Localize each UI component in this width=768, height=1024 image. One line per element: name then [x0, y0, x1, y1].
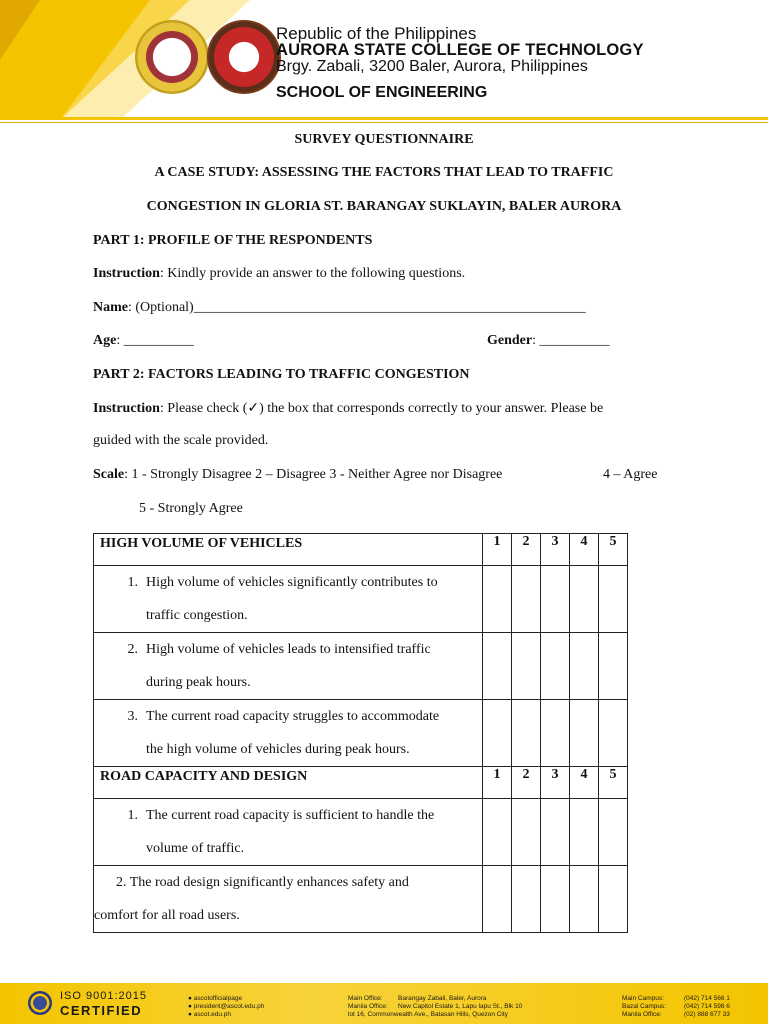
answer-box-2[interactable]: [512, 700, 541, 767]
answer-box-4[interactable]: [570, 700, 599, 767]
section-header-row: [94, 767, 628, 799]
bazal-campus-label: Bazal Campus:: [622, 1003, 667, 1010]
scale-col-2: 2: [512, 767, 541, 799]
answer-box-3[interactable]: [541, 700, 570, 767]
name-field[interactable]: [93, 300, 586, 316]
manila-office-label: Manila Office:: [348, 1003, 388, 1010]
scale-col-3: 3: [541, 767, 570, 799]
age-label: Age: [93, 333, 117, 348]
footer-bar: [0, 983, 768, 1024]
section-title-road-capacity: ROAD CAPACITY AND DESIGN: [94, 767, 483, 799]
scale-line: [93, 467, 502, 483]
main-campus-phone: (042) 714 566 1: [684, 995, 730, 1002]
email-icon: ●: [188, 1003, 192, 1010]
iso-label: ISO 9001:2015: [60, 990, 148, 1002]
question-number: 1.: [127, 808, 138, 823]
scale-label: Scale: [93, 467, 125, 482]
question-line1: High volume of vehicles significantly contributes to: [146, 575, 438, 590]
answer-box-1[interactable]: [483, 566, 512, 633]
answer-box-1[interactable]: [483, 799, 512, 866]
section-title-high-volume: HIGH VOLUME OF VEHICLES: [94, 534, 483, 566]
question-line2: during peak hours.: [146, 675, 251, 690]
header-rule: [0, 117, 768, 120]
question-line1: The current road capacity struggles to accommodate: [146, 709, 440, 724]
age-blank: : __________: [116, 333, 194, 348]
answer-box-3[interactable]: [541, 566, 570, 633]
manila-phone-label: Manila Office:: [622, 1011, 662, 1018]
question-text: [94, 866, 483, 933]
scale-value-5: 5 - Strongly Agree: [139, 501, 243, 516]
scale-col-5: 5: [599, 767, 628, 799]
instruction-2-cont: guided with the scale provided.: [93, 433, 269, 448]
part2-heading: PART 2: FACTORS LEADING TO TRAFFIC CONGESTION: [93, 367, 470, 382]
gender-label: Gender: [487, 333, 533, 348]
answer-box-5[interactable]: [599, 866, 628, 933]
certified-label: CERTIFIED: [60, 1003, 143, 1018]
question-line1: The current road capacity is sufficient to handle the: [146, 808, 435, 823]
question-line2: the high volume of vehicles during peak hours.: [146, 742, 410, 757]
gender-field[interactable]: [487, 333, 610, 349]
answer-box-3[interactable]: [541, 866, 570, 933]
main-campus-label: Main Campus:: [622, 995, 664, 1002]
doc-subtitle-line1: A CASE STUDY: ASSESSING THE FACTORS THAT LEAD TO TRAFFIC: [154, 165, 614, 180]
answer-box-3[interactable]: [541, 633, 570, 700]
instruction2-label: Instruction: [93, 401, 160, 416]
instruction-2: [93, 400, 603, 417]
scale-col-1: 1: [483, 534, 512, 566]
question-line1: 2. The road design significantly enhances safety and: [116, 875, 409, 890]
answer-box-4[interactable]: [570, 633, 599, 700]
answer-box-5[interactable]: [599, 566, 628, 633]
scale-col-4: 4: [570, 767, 599, 799]
doc-title: SURVEY QUESTIONNAIRE: [294, 132, 474, 147]
email-link[interactable]: [188, 1003, 264, 1011]
answer-box-2[interactable]: [512, 866, 541, 933]
facebook-text: ascotofficialpage: [193, 995, 243, 1002]
answer-box-5[interactable]: [599, 799, 628, 866]
web-text: ascot.edu.ph: [193, 1011, 231, 1018]
question-number: 2.: [127, 642, 138, 657]
survey-table: [93, 533, 628, 933]
answer-box-2[interactable]: [512, 633, 541, 700]
answer-box-2[interactable]: [512, 799, 541, 866]
header-rule-thin: [0, 122, 768, 123]
facebook-icon: ●: [188, 995, 192, 1002]
question-text: [94, 566, 483, 633]
question-text: [94, 700, 483, 767]
scale-value-4: 4 – Agree: [603, 467, 658, 482]
manila-office-address: New Capitol Estate 1, Lapu lapu St., Blk 10: [398, 1003, 523, 1010]
question-number: 3.: [127, 709, 138, 724]
table-row: [94, 633, 628, 700]
header-address: Brgy. Zabali, 3200 Baler, Aurora, Philippines: [276, 58, 588, 75]
main-office-label: Main Office:: [348, 995, 383, 1002]
header-school: SCHOOL OF ENGINEERING: [276, 84, 488, 101]
table-row: [94, 700, 628, 767]
answer-box-2[interactable]: [512, 566, 541, 633]
doc-subtitle-line2: CONGESTION IN GLORIA ST. BARANGAY SUKLAYIN, BALER AURORA: [146, 199, 622, 214]
age-field[interactable]: [93, 333, 194, 349]
answer-box-4[interactable]: [570, 866, 599, 933]
answer-box-1[interactable]: [483, 866, 512, 933]
facebook-link[interactable]: [188, 995, 242, 1003]
header-republic: Republic of the Philippines: [276, 24, 477, 43]
question-line2: traffic congestion.: [146, 608, 248, 623]
college-seal-logo: [135, 20, 209, 94]
bazal-campus-phone: (042) 714 598 6: [684, 1003, 730, 1010]
name-blank: : (Optional)________________________________________________________: [128, 300, 586, 315]
instruction-2-text: : Please check (✓) the box that corresponds correctly to your answer. Please be: [159, 401, 604, 416]
iso-seal-icon: [28, 991, 52, 1015]
table-row: [94, 799, 628, 866]
answer-box-5[interactable]: [599, 700, 628, 767]
gender-blank: : __________: [532, 333, 610, 348]
table-row: [94, 866, 628, 933]
answer-box-4[interactable]: [570, 799, 599, 866]
header-college-name: AURORA STATE COLLEGE OF TECHNOLOGY: [276, 41, 644, 59]
answer-box-5[interactable]: [599, 633, 628, 700]
instruction-label: Instruction: [93, 266, 160, 281]
answer-box-1[interactable]: [483, 700, 512, 767]
answer-box-3[interactable]: [541, 799, 570, 866]
question-text: [94, 799, 483, 866]
globe-icon: ●: [188, 1011, 192, 1018]
question-number: 1.: [127, 575, 138, 590]
scale-col-2: 2: [512, 534, 541, 566]
part1-heading: PART 1: PROFILE OF THE RESPONDENTS: [93, 233, 373, 248]
answer-box-1[interactable]: [483, 633, 512, 700]
scale-col-3: 3: [541, 534, 570, 566]
question-text: [94, 633, 483, 700]
scale-col-4: 4: [570, 534, 599, 566]
scale-values-1-3: : 1 - Strongly Disagree 2 – Disagree 3 - Neither Agree nor Disagree: [124, 467, 503, 482]
question-line2: comfort for all road users.: [94, 908, 240, 923]
main-office-address: Barangay Zabali, Baler, Aurora: [398, 995, 487, 1002]
name-label: Name: [93, 300, 128, 315]
question-line1: High volume of vehicles leads to intensified traffic: [146, 642, 431, 657]
scale-col-5: 5: [599, 534, 628, 566]
instruction-1: [93, 266, 465, 282]
web-link[interactable]: [188, 1011, 231, 1019]
email-text: president@ascot.edu.ph: [193, 1003, 265, 1010]
manila-office-phone: (02) 888 677 33: [684, 1011, 730, 1018]
table-row: [94, 566, 628, 633]
instruction-1-text: : Kindly provide an answer to the following questions.: [159, 266, 466, 281]
question-line2: volume of traffic.: [146, 841, 245, 856]
answer-box-4[interactable]: [570, 566, 599, 633]
engineering-gear-logo: [207, 20, 281, 94]
section-header-row: [94, 534, 628, 566]
manila-office-address-2: lot 16, Commonwealth Ave., Batasan Hills, Quezon City: [348, 1011, 508, 1018]
scale-col-1: 1: [483, 767, 512, 799]
